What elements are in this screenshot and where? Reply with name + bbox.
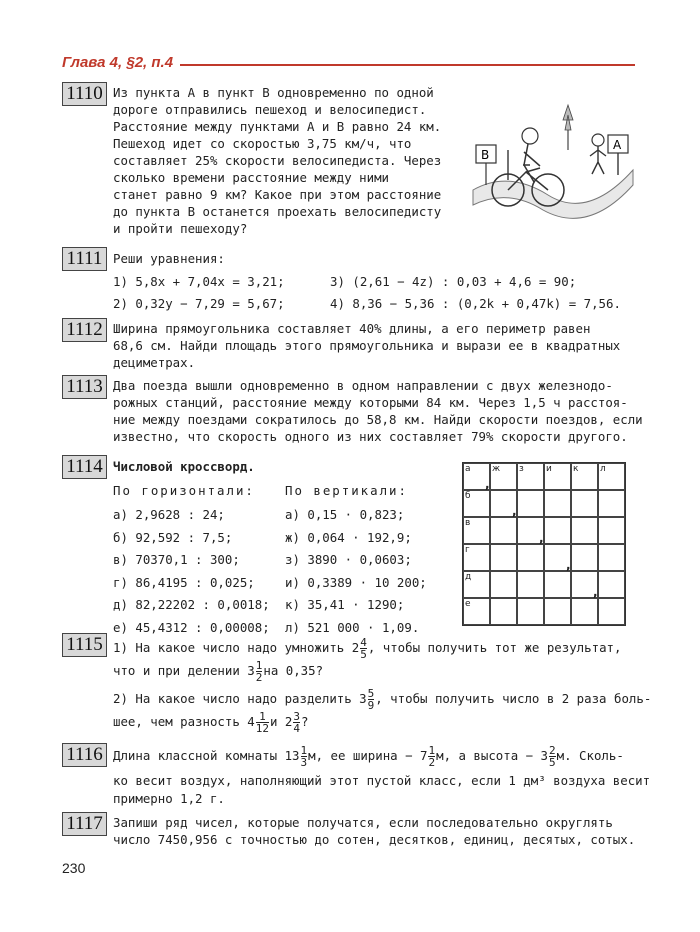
- clue: а) 0,15 · 0,823;: [285, 507, 405, 522]
- text-part: , чтобы получить тот же результат,: [367, 640, 622, 655]
- clue: г) 86,4195 : 0,025;: [113, 574, 255, 590]
- numerator: 1: [255, 659, 263, 672]
- numerator: 4: [360, 636, 367, 649]
- text-part: м, а высота − 3: [436, 748, 549, 763]
- crossword-cell[interactable]: [490, 571, 517, 598]
- crossword-cell[interactable]: [490, 517, 517, 544]
- text-line: 68,6 см. Найди площадь этого прямоугольника и вырази ее в квадратных: [113, 338, 621, 353]
- fraction: [301, 745, 308, 768]
- problem-number-1117: 1117: [62, 812, 107, 836]
- fraction: [360, 637, 367, 660]
- denominator: 2: [428, 756, 436, 769]
- sign-b-label: B: [481, 148, 490, 162]
- crossword-cell[interactable]: [571, 598, 598, 625]
- crossword-cell[interactable]: [544, 490, 571, 517]
- text-line: станет равно 9 км? Какое при этом расстояние: [113, 187, 442, 202]
- text-line: Два поезда вышли одновременно в одном направлении с двух железнодо-: [113, 378, 613, 393]
- text-line: дороге отправились пешеход и велосипедист.: [113, 102, 427, 117]
- problem-1110-text: [113, 84, 441, 237]
- text-line: Пешеход идет со скоростью 3,75 км/ч, что: [113, 136, 412, 151]
- cyclist-illustration: [468, 100, 638, 240]
- problem-1113-text: [113, 377, 643, 445]
- fraction: [428, 745, 435, 768]
- clue: л) 521 000 · 1,09.: [285, 619, 420, 635]
- problem-1114-title: Числовой кроссворд.: [113, 459, 255, 474]
- crossword-cell[interactable]: [517, 544, 544, 571]
- grid-comma: ,: [485, 477, 490, 491]
- equation-4: 4) 8,36 − 5,36 : (0,2k + 0,47k) = 7,56.: [330, 296, 621, 311]
- sign-a-label: A: [613, 138, 622, 152]
- denominator: 3: [300, 756, 308, 769]
- denominator: 2: [255, 671, 263, 684]
- crossword-cell[interactable]: [598, 544, 625, 571]
- clue: а) 2,9628 : 24;: [113, 507, 225, 522]
- problem-number-1114: 1114: [62, 455, 107, 479]
- grid-label: з: [519, 464, 524, 474]
- crossword-cell[interactable]: [544, 571, 571, 598]
- grid-label: е: [465, 599, 471, 609]
- clue: е) 45,4312 : 0,00008;: [113, 619, 270, 635]
- grid-label: д: [465, 572, 472, 582]
- text-line: известно, что скорость одного из них составляет 79% скорости другого.: [113, 429, 628, 444]
- problem-1116-line3: примерно 1,2 г.: [113, 791, 225, 806]
- horizontal-heading: По горизонтали:: [113, 483, 255, 498]
- problem-1115-line4: [113, 711, 308, 734]
- problem-1115-line3: [113, 688, 651, 711]
- denominator: 9: [367, 699, 375, 712]
- text-part: что и при делении 3: [113, 663, 255, 678]
- text-part: 1) На какое число надо умножить 2: [113, 640, 360, 655]
- page-number: 230: [62, 860, 86, 876]
- clue: и) 0,3389 · 10 200;: [285, 574, 427, 590]
- text-line: сколько времени расстояние между ними: [113, 170, 390, 185]
- problem-number-1113: 1113: [62, 375, 107, 399]
- chapter-title: Глава 4, §2, п.4: [62, 54, 174, 71]
- cyclist-head: [522, 128, 538, 144]
- grid-label: б: [465, 491, 471, 501]
- problem-1111-title: Реши уравнения:: [113, 251, 225, 266]
- text-line: число 7450,956 с точностью до сотен, десятков, единиц, десятых, сотых.: [113, 832, 636, 847]
- crossword-cell[interactable]: [544, 517, 571, 544]
- problem-number-1111: 1111: [62, 247, 107, 271]
- crossword-cell[interactable]: [598, 571, 625, 598]
- crossword-cell[interactable]: [571, 517, 598, 544]
- problem-number-1115: 1115: [62, 633, 107, 657]
- denominator: 12: [255, 722, 269, 735]
- equation-3: 3) (2,61 − 4z) : 0,03 + 4,6 = 90;: [330, 274, 577, 289]
- problem-1112-text: [113, 320, 620, 371]
- equation-2: 2) 0,32y − 7,29 = 5,67;: [113, 296, 285, 311]
- grid-comma: ,: [593, 585, 598, 599]
- text-part: шее, чем разность 4: [113, 714, 255, 729]
- text-line: составляет 25% скорости велосипедиста. Через: [113, 153, 442, 168]
- crossword-cell[interactable]: [490, 544, 517, 571]
- grid-comma: ,: [512, 504, 517, 518]
- fraction: [549, 745, 556, 768]
- numerator: 5: [367, 687, 375, 700]
- crossword-cell[interactable]: [544, 598, 571, 625]
- grid-label: к: [573, 464, 579, 474]
- grid-label: г: [465, 545, 470, 555]
- denominator: 5: [360, 648, 367, 661]
- text-line: Из пункта A в пункт B одновременно по одной: [113, 85, 434, 100]
- clue: б) 92,592 : 7,5;: [113, 529, 233, 545]
- problem-number-1112: 1112: [62, 318, 107, 342]
- fraction: [368, 688, 375, 711]
- crossword-cell[interactable]: [598, 490, 625, 517]
- denominator: 5: [549, 756, 556, 769]
- denominator: 4: [293, 722, 301, 735]
- text-line: и пройти пешеходу?: [113, 221, 248, 236]
- text-line: ние между поездами сократилось до 58,8 км. Найди скорости поездов, если: [113, 412, 643, 427]
- text-part: на 0,35?: [263, 663, 324, 678]
- grid-comma: ,: [566, 558, 571, 572]
- problem-1115-line2: [113, 660, 323, 683]
- clue: к) 35,41 · 1290;: [285, 597, 405, 612]
- text-part: м, ее ширина − 7: [308, 748, 428, 763]
- crossword-cell[interactable]: [598, 517, 625, 544]
- crossword-cell[interactable]: [571, 490, 598, 517]
- text-part: м. Сколь-: [556, 748, 624, 763]
- header-rule: [180, 64, 635, 66]
- chapter-header: [62, 54, 637, 74]
- grid-label: и: [546, 464, 552, 474]
- clue: в) 70370,1 : 300;: [113, 552, 240, 567]
- crossword-cell[interactable]: [490, 598, 517, 625]
- text-part: , чтобы получить число в 2 раза боль-: [375, 691, 652, 706]
- grid-label: в: [465, 518, 471, 528]
- grid-label: ж: [492, 464, 501, 474]
- crossword-cell[interactable]: [517, 490, 544, 517]
- crossword-cell[interactable]: [571, 544, 598, 571]
- equation-1: 1) 5,8x + 7,04x = 3,21;: [113, 274, 285, 289]
- horizontal-clues: [113, 504, 270, 639]
- problem-1117-text: [113, 814, 635, 848]
- crossword-cell[interactable]: [598, 598, 625, 625]
- clue: з) 3890 · 0,0603;: [285, 552, 412, 567]
- numerator: 2: [549, 744, 556, 757]
- crossword-grid: [462, 462, 626, 626]
- text-part: ?: [301, 714, 309, 729]
- fraction: [256, 660, 263, 683]
- text-line: Расстояние между пунктами A и B равно 24 км.: [113, 119, 442, 134]
- vertical-heading: По вертикали:: [285, 483, 408, 498]
- clue: ж) 0,064 · 192,9;: [285, 529, 412, 545]
- text-part: 2) На какое число надо разделить 3: [113, 691, 367, 706]
- problem-number-1110: 1110: [62, 82, 107, 106]
- clue: д) 82,22202 : 0,0018;: [113, 597, 270, 612]
- grid-comma: ,: [539, 531, 544, 545]
- problem-1116-line1: [113, 745, 624, 768]
- text-part: Длина классной комнаты 13: [113, 748, 300, 763]
- problem-number-1116: 1116: [62, 743, 107, 767]
- text-line: Ширина прямоугольника составляет 40% длины, а его периметр равен: [113, 321, 591, 336]
- problem-1115-line1: [113, 637, 621, 660]
- text-part: и 2: [270, 714, 293, 729]
- numerator: 3: [293, 710, 301, 723]
- vertical-clues: [285, 504, 427, 639]
- text-line: дециметрах.: [113, 355, 196, 370]
- grid-label: л: [600, 464, 606, 474]
- crossword-cell[interactable]: [517, 598, 544, 625]
- grid-label: а: [465, 464, 471, 474]
- fraction: [293, 711, 300, 734]
- problem-1116-line2: ко весит воздух, наполняющий этот пустой класс, если 1 дм³ воздуха весит: [113, 773, 651, 788]
- text-line: Запиши ряд чисел, которые получатся, если последовательно округлять: [113, 815, 613, 830]
- crossword-cell[interactable]: [517, 571, 544, 598]
- pedestrian-head: [592, 134, 604, 146]
- numerator: 1: [259, 710, 266, 723]
- numerator: 1: [300, 744, 308, 757]
- text-line: рожных станций, расстояние между которыми 84 км. Через 1,5 ч расстоя-: [113, 395, 628, 410]
- fraction: [256, 711, 269, 734]
- text-line: до пункта B останется проехать велосипедисту: [113, 204, 442, 219]
- numerator: 1: [428, 744, 436, 757]
